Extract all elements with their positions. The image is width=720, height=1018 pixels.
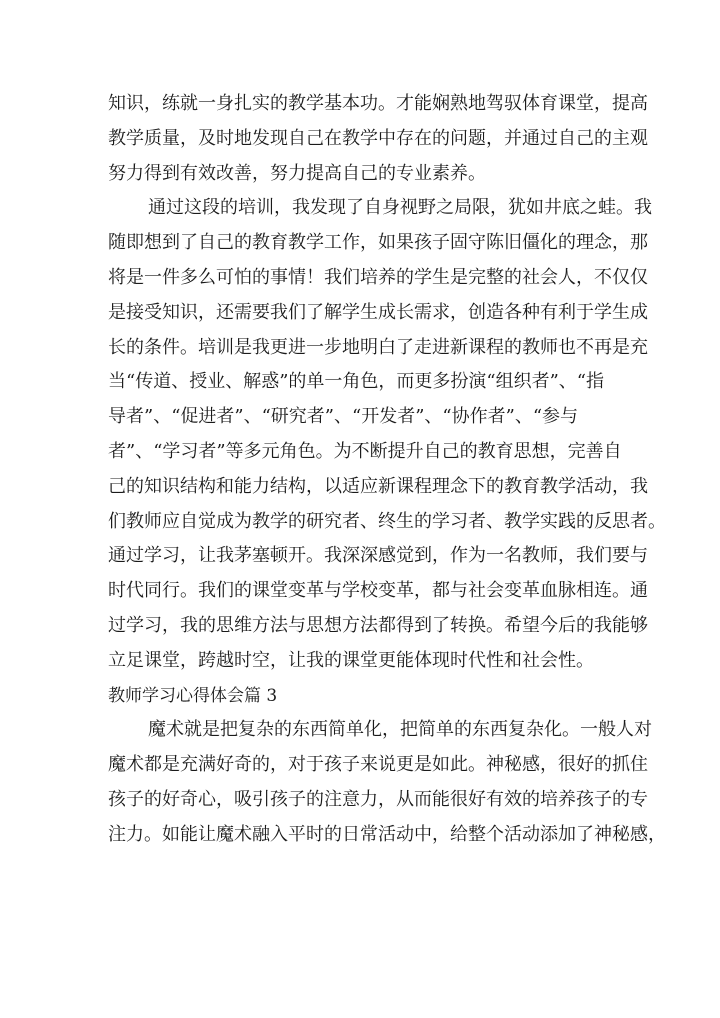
paragraph-3-line: 魔术就是把复杂的东西简单化，把简单的东西复杂化。一般人对 [148, 719, 652, 741]
paragraph-2-line: 过学习，我的思维方法与思想方法都得到了转换。希望今后的我能够 [108, 614, 648, 636]
section-heading: 教师学习心得体会篇 3 [108, 685, 278, 706]
paragraph-2-line: 是接受知识，还需要我们了解学生成长需求，创造各种有利于学生成 [108, 301, 648, 323]
paragraph-1-line: 努力得到有效改善，努力提高自己的专业素养。 [108, 162, 486, 184]
paragraph-3-line: 魔术都是充满好奇的，对于孩子来说更是如此。神秘感，很好的抓住 [108, 754, 648, 776]
paragraph-2-line: 们教师应自觉成为教学的研究者、终生的学习者、教学实践的反思者。 [108, 510, 666, 532]
paragraph-2-line: 时代同行。我们的课堂变革与学校变革，都与社会变革血脉相连。通 [108, 580, 648, 602]
paragraph-1-line: 知识，练就一身扎实的教学基本功。才能娴熟地驾驭体育课堂，提高 [108, 93, 648, 114]
paragraph-2-line: 者”、“学习者”等多元角色。为不断提升自己的教育思想，完善自 [108, 440, 622, 462]
paragraph-2-line: 通过这段的培训，我发现了自身视野之局限，犹如井底之蛙。我 [148, 197, 652, 219]
paragraph-2-line: 将是一件多么可怕的事情！我们培养的学生是完整的社会人，不仅仅 [108, 266, 648, 288]
paragraph-1-line: 教学质量，及时地发现自己在教学中存在的问题，并通过自己的主观 [108, 127, 648, 149]
paragraph-2-line: 当“传道、授业、解惑”的单一角色，而更多扮演“组织者”、“指 [108, 371, 605, 393]
paragraph-2-line: 长的条件。培训是我更进一步地明白了走进新课程的教师也不再是充 [108, 336, 648, 358]
paragraph-3-line: 孩子的好奇心，吸引孩子的注意力，从而能很好有效的培养孩子的专 [108, 788, 648, 810]
paragraph-2-line: 随即想到了自己的教育教学工作，如果孩子固守陈旧僵化的理念，那 [108, 232, 648, 254]
paragraph-2-line: 己的知识结构和能力结构，以适应新课程理念下的教育教学活动，我 [108, 475, 648, 497]
paragraph-2-line: 立足课堂，跨越时空，让我的课堂更能体现时代性和社会性。 [108, 649, 594, 671]
paragraph-2-line: 导者”、“促进者”、“研究者”、“开发者”、“协作者”、“参与 [108, 406, 579, 428]
paragraph-3-line: 注力。如能让魔术融入平时的日常活动中，给整个活动添加了神秘感， [108, 823, 666, 845]
paragraph-2-line: 通过学习，让我茅塞顿开。我深深感觉到，作为一名教师，我们要与 [108, 545, 648, 567]
document-body [108, 87, 666, 853]
